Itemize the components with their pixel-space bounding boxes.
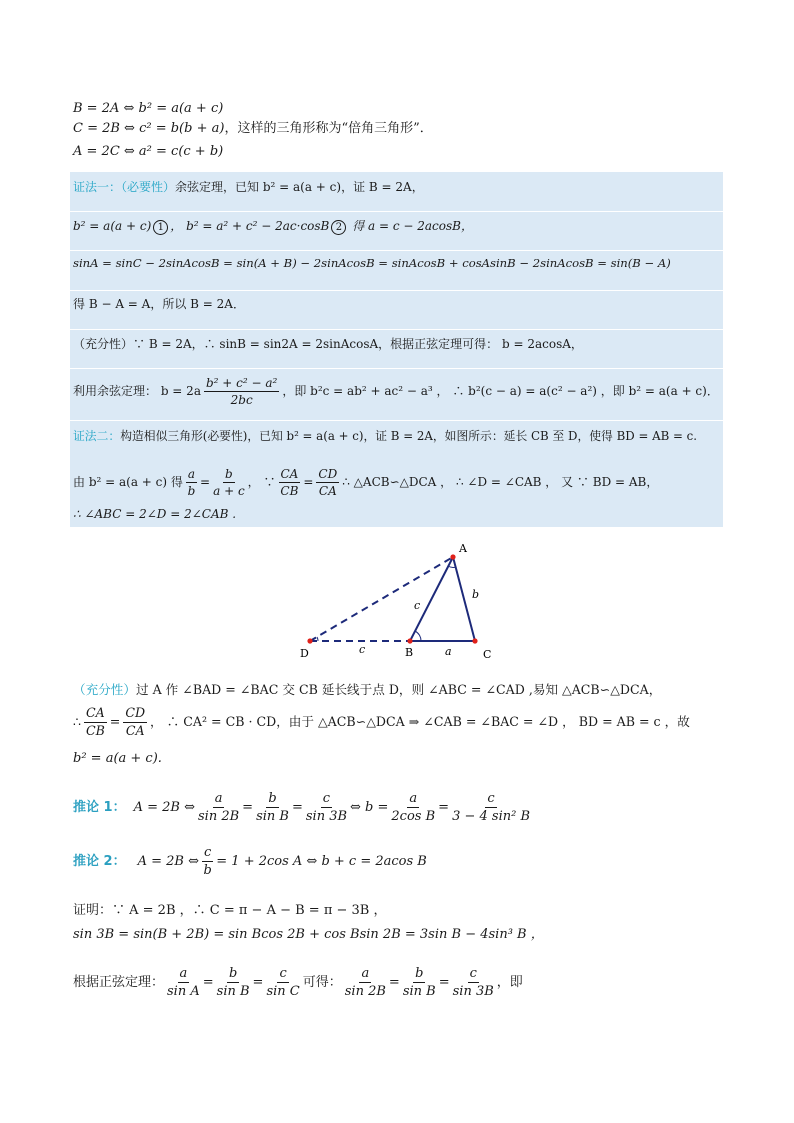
circled-number-1: 1 <box>153 220 168 235</box>
label-side-c-ext: c <box>359 643 366 656</box>
fraction-denominator: b <box>203 862 212 878</box>
suff-label: （充分性） <box>73 682 136 697</box>
proof2-line-2: 由 b² = a(a + c) 得 $\frac{a}{b}$ = $\frac{b}{a + c}$ ， ∵ $\frac{CA}{CB}$ = $\frac{CD}{CA}$ ∴ △ACB∽△DCA ， ∴ ∠D = ∠CAB ， 又 ∵ BD = AB， <box>73 466 659 498</box>
angle-mark-D <box>317 637 318 641</box>
fraction-denominator: 2cos B <box>391 808 436 824</box>
equation-3: 得 a = c − 2acosB， <box>348 219 473 233</box>
fraction <box>186 468 197 497</box>
equation-2: ， b² = a² + c² − 2ac·cosB <box>170 219 330 233</box>
label-side-b: b <box>472 588 480 601</box>
because-sign: ， ∵ <box>247 475 276 489</box>
proof2-line-3: ∴ ∠ABC = 2∠D = 2∠CAB . <box>73 507 237 521</box>
fraction <box>213 468 245 497</box>
proof1-line-5: （充分性）∵ B = 2A，∴ sinB = sin2A = 2sinAcosA，根据正弦定理可得： b = 2acosA， <box>73 337 583 351</box>
fraction-numerator: CA <box>280 466 299 481</box>
proof1-label: 证法一：（必要性） <box>73 180 176 194</box>
box-divider <box>70 250 723 251</box>
fraction <box>198 792 239 823</box>
obtain-text: 可得： <box>302 974 342 990</box>
label-side-a: a <box>445 645 452 658</box>
corollary-1-label: 推论 1： <box>73 799 126 815</box>
fraction-numerator: b <box>415 965 424 981</box>
cosine-law-result: ，即 b²c = ab² + ac² − a³ ， ∴ b²(c − a) = a(c² − a²) ，即 b² = a(a + c)． <box>282 384 719 398</box>
corollary-2-label: 推论 2： <box>73 853 126 869</box>
proof3-line-2: sin 3B = sin(B + 2B) = sin Bcos 2B + cos Bsin 2B = 3sin B − 4sin³ B ， <box>73 927 544 942</box>
label-side-c: c <box>414 599 421 612</box>
fraction <box>452 792 530 823</box>
triangle-figure <box>290 535 510 665</box>
proof1-line-2 <box>73 220 473 235</box>
fraction-numerator: CA <box>84 707 107 723</box>
label-A: A <box>459 542 467 555</box>
proof1-line-1-text: 余弦定理，已知 b² = a(a + c)，证 B = 2A， <box>175 180 424 194</box>
fraction-numerator: c <box>203 844 212 860</box>
fraction-numerator: a <box>409 790 418 806</box>
label-C: C <box>483 648 492 661</box>
fraction <box>345 967 386 998</box>
corollary-1-mid: ⇔ b = <box>350 799 389 815</box>
intro-line-2-text: ，这样的三角形称为“倍角三角形”． <box>224 121 433 136</box>
box-divider <box>70 329 723 330</box>
corollary-1-lhs: A = 2B ⇔ <box>133 799 195 815</box>
corollary-1: 推论 1： A = 2B ⇔ $\frac{a}{\sin 2B}$ = $\frac{b}{\text{sin B}}$ = $\frac{c}{\sin 3B}$ ⇔ b = $\frac{a}{\text{2cos B}}$ = $\frac{c}{\text{3 − 4 sin² B}}$ <box>73 790 530 824</box>
fraction-denominator: sin 3B <box>305 808 348 824</box>
fraction <box>84 704 107 738</box>
fraction-numerator: c <box>469 965 477 981</box>
fraction-numerator: b <box>225 466 233 481</box>
fraction-denominator: CA <box>318 483 337 498</box>
fraction-numerator: b <box>268 790 277 806</box>
proof2-given: 由 b² = a(a + c) 得 <box>73 475 183 489</box>
fraction-denominator: sin 2B <box>197 808 240 824</box>
corollary-2 <box>73 844 427 878</box>
suff-line-3: b² = a(a + c). <box>73 751 162 766</box>
namely-text: ，即 <box>496 974 523 990</box>
intro-line-2 <box>73 122 433 135</box>
point-C <box>472 638 477 643</box>
proof3-line-1: 证明：∵ A = 2B ，∴ C = π − A − B = π − 3B ， <box>73 903 387 918</box>
fraction-denominator: sin 2B <box>344 983 386 999</box>
fraction <box>391 792 435 823</box>
proof1-line-3: sinA = sinC − 2sinAcosB = sin(A + B) − 2sinAcosB = sinAcosB + cosAsinB − 2sinAcosB = sin(B − A) <box>73 256 671 270</box>
fraction-denominator: 2bc <box>230 392 253 407</box>
fraction <box>202 846 213 877</box>
fraction-denominator: sin A <box>167 983 200 999</box>
corollary-2-lhs: A = 2B ⇔ <box>137 853 199 869</box>
fraction-denominator: sin B <box>256 808 289 824</box>
fraction-numerator: a <box>187 466 196 481</box>
point-D <box>307 638 312 643</box>
similarity-result: ∴ △ACB∽△DCA ， ∴ ∠D = ∠CAB ， 又 ∵ BD = AB， <box>342 475 659 489</box>
fraction-numerator: a <box>214 790 223 806</box>
box-divider <box>70 420 723 421</box>
proof2-line-1-text: 构造相似三角形(必要性)，已知 b² = a(a + c)，证 B = 2A，如图所示：延长 CB 至 D，使得 BD = AB = c. <box>120 429 698 443</box>
suff-line-1-text: 过 A 作 ∠BAD = ∠BAC 交 CB 延长线于点 D，则 ∠ABC = ∠CAD ,易知 △ACB∽△DCA， <box>135 682 662 697</box>
fraction-numerator: CD <box>123 707 147 723</box>
fraction <box>256 792 289 823</box>
circled-number-2: 2 <box>331 220 346 235</box>
proof1-line-4: 得 B − A = A，所以 B = 2A． <box>73 297 245 311</box>
fraction-numerator: a <box>361 965 370 981</box>
suff-line-1 <box>73 684 661 697</box>
intro-line-2-math: C = 2B ⇔ c² = b(b + a) <box>73 121 225 136</box>
proof1-line-1 <box>73 181 424 193</box>
angle-mark-B <box>415 631 421 641</box>
fraction <box>453 967 494 998</box>
suff-line-2-text: ， ∴ CA² = CB · CD，由于 △ACB∽△DCA ⇒ ∠CAB = ∠BAC = ∠D ， BD = AB = c ，故 <box>150 713 690 729</box>
label-B: B <box>405 646 414 659</box>
fraction-numerator: c <box>487 790 495 806</box>
fraction-denominator: b <box>187 483 196 498</box>
suff-line-2: ∴ $\frac{CA}{CB}$ = $\frac{CD}{CA}$ ， ∴ CA² = CB · CD，由于 △ACB∽△DCA ⇒ ∠CAB = ∠BAC = ∠D ， BD = AB = c ，故 <box>73 704 690 738</box>
box-divider <box>70 290 723 291</box>
proof2-label: 证法二： <box>73 429 121 443</box>
label-D: D <box>300 647 309 660</box>
sine-law-label: 根据正弦定理： <box>73 974 165 990</box>
fraction-denominator: CB <box>85 722 105 738</box>
fraction-numerator: c <box>279 965 287 981</box>
therefore-sign: ∴ <box>73 713 82 729</box>
box-divider <box>70 368 723 369</box>
fraction-numerator: a <box>179 965 188 981</box>
fraction-denominator: sin B <box>402 983 436 999</box>
proof2-line-1 <box>73 431 697 443</box>
proof1-line-6 <box>73 374 719 408</box>
corollary-2-rhs: = 1 + 2cos A ⇔ b + c = 2acos B <box>216 853 427 869</box>
fraction <box>204 377 279 406</box>
fraction <box>217 967 250 998</box>
box-divider <box>70 211 723 212</box>
fraction <box>123 704 147 738</box>
equation-1: b² = a(a + c) <box>73 219 152 233</box>
fraction-denominator: a + c <box>213 483 245 498</box>
fraction <box>279 468 301 497</box>
fraction-numerator: b <box>228 965 238 981</box>
fraction-numerator: c <box>322 790 331 806</box>
fraction <box>403 967 436 998</box>
fraction-numerator: CD <box>318 466 338 481</box>
fraction-denominator: sin 3B <box>452 983 494 999</box>
fraction <box>306 792 347 823</box>
fraction-denominator: 3 − 4 sin² B <box>452 808 530 824</box>
point-B <box>407 638 412 643</box>
fraction <box>167 967 200 998</box>
cosine-law-text: 利用余弦定理： b = 2a <box>73 384 201 398</box>
fraction-denominator: sin C <box>266 983 300 999</box>
fraction-denominator: CB <box>280 483 299 498</box>
fraction <box>316 468 339 497</box>
fraction-numerator: b² + c² − a² <box>205 375 278 390</box>
proof3-line-3: 根据正弦定理： $\frac{a}{\text{sin A}}$ = $\frac{b}{\text{sin B}}$ = $\frac{c}{\text{sin C}}$ 可得： $\frac{a}{\sin 2B}$ = $\frac{b}{\text{sin B}}$ = $\frac{c}{\sin 3B}$ ，即 <box>73 965 523 999</box>
point-A <box>450 554 455 559</box>
intro-line-3: A = 2C ⇔ a² = c(c + b) <box>73 144 224 159</box>
fraction-denominator: CA <box>125 722 145 738</box>
fraction <box>266 967 299 998</box>
fraction-denominator: sin B <box>216 983 250 999</box>
intro-line-1: B = 2A ⇔ b² = a(a + c) <box>73 101 224 116</box>
